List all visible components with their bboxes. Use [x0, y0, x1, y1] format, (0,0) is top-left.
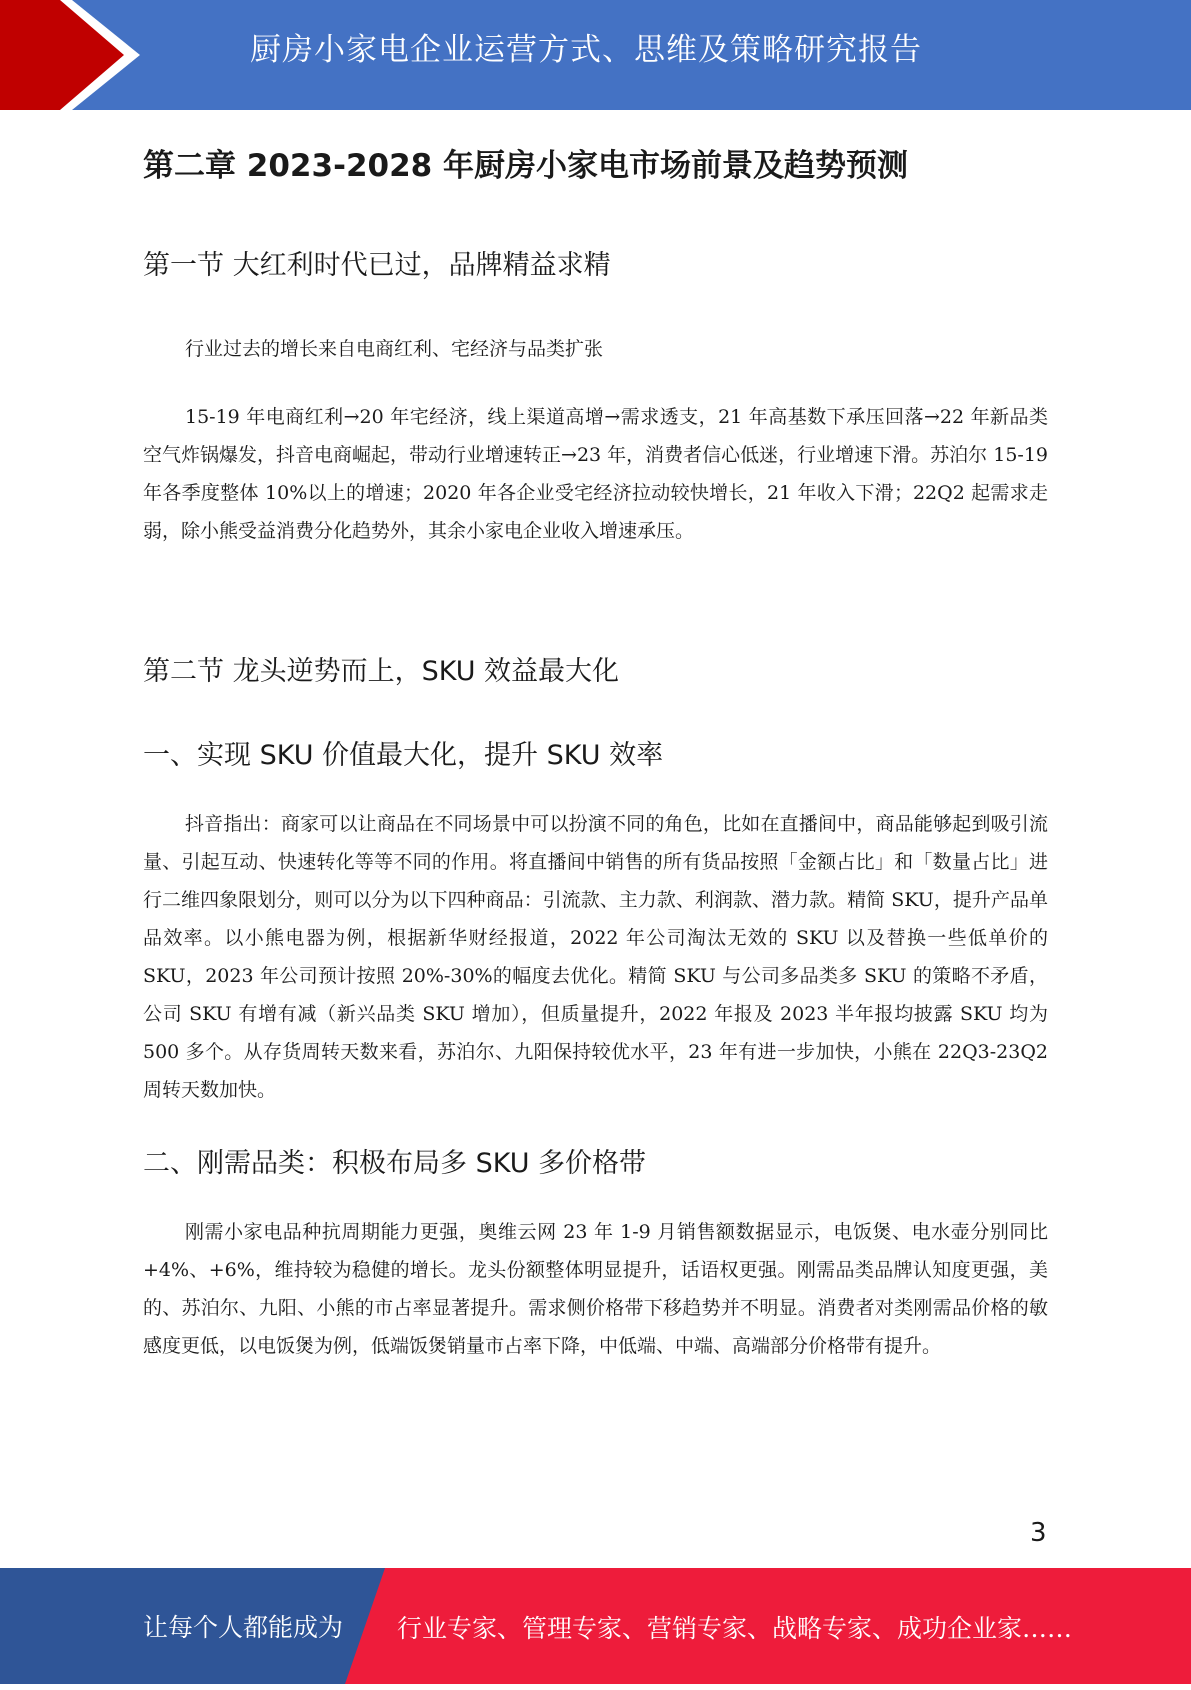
section-title: 第一节 大红利时代已过，品牌精益求精 [143, 250, 611, 281]
paragraph: 抖音指出：商家可以让商品在不同场景中可以扮演不同的角色，比如在直播间中，商品能够起到吸引流量、引起互动、快速转化等等不同的作用。将直播间中销售的所有货品按照「金额占比」和「数量占比」进行二维四象限划分，则可以分为以下四种商品：引流款、主力款、利润款、潜力款。精简 SKU，提升产品单品效率。以小熊电器为例，根据新华财经报道，2022 年公司淘汰无效的 SKU 以及替换一些低单价的 SKU，2023 年公司预计按照 20%-30%的幅度去优化。精简 SKU 与公司多品类多 SKU 的策略不矛盾，公司 SKU 有增有减（新兴品类 SKU 增加），但质量提升，2022 年报及 2023 半年报均披露 SKU 均为 500 多个。从存货周转天数来看，苏泊尔、九阳保持较优水平，23 年有进一步加快，小熊在 22Q3-23Q2 周转天数加快。 [143, 813, 1048, 1101]
page-number: 3 [1030, 1518, 1047, 1548]
subsection-title: 一、实现 SKU 价值最大化，提升 SKU 效率 [143, 740, 664, 771]
subsection-title: 二、刚需品类：积极布局多 SKU 多价格带 [143, 1148, 647, 1179]
page-header [0, 0, 1191, 110]
report-title: 厨房小家电企业运营方式、思维及策略研究报告 [250, 32, 922, 68]
footer-slogan-right: 行业专家、管理专家、营销专家、战略专家、成功企业家…… [397, 1614, 1073, 1643]
paragraph-intro: 行业过去的增长来自电商红利、宅经济与品类扩张 [185, 338, 604, 360]
paragraph: 15-19 年电商红利→20 年宅经济，线上渠道高增→需求透支，21 年高基数下承压回落→22 年新品类空气炸锅爆发，抖音电商崛起，带动行业增速转正→23 年，消费者信心低迷，行业增速下滑。苏泊尔 15-19 年各季度整体 10%以上的增速；2020 年各企业受宅经济拉动较快增长，21 年收入下滑；22Q2 起需求走弱，除小熊受益消费分化趋势外，其余小家电企业收入增速承压。 [143, 406, 1048, 542]
section-title: 第二节 龙头逆势而上，SKU 效益最大化 [143, 656, 620, 687]
page-footer [0, 1568, 1191, 1684]
footer-slogan-left: 让每个人都能成为 [143, 1613, 344, 1642]
paragraph: 刚需小家电品种抗周期能力更强，奥维云网 23 年 1-9 月销售额数据显示，电饭煲、电水壶分别同比+4%、+6%，维持较为稳健的增长。龙头份额整体明显提升，话语权更强。刚需品类品牌认知度更强，美的、苏泊尔、九阳、小熊的市占率显著提升。需求侧价格带下移趋势并不明显。消费者对类刚需品价格的敏感度更低，以电饭煲为例，低端饭煲销量市占率下降，中低端、中端、高端部分价格带有提升。 [143, 1221, 1048, 1357]
chapter-title: 第二章 2023-2028 年厨房小家电市场前景及趋势预测 [143, 148, 909, 184]
header-arrow-decoration [0, 0, 160, 110]
